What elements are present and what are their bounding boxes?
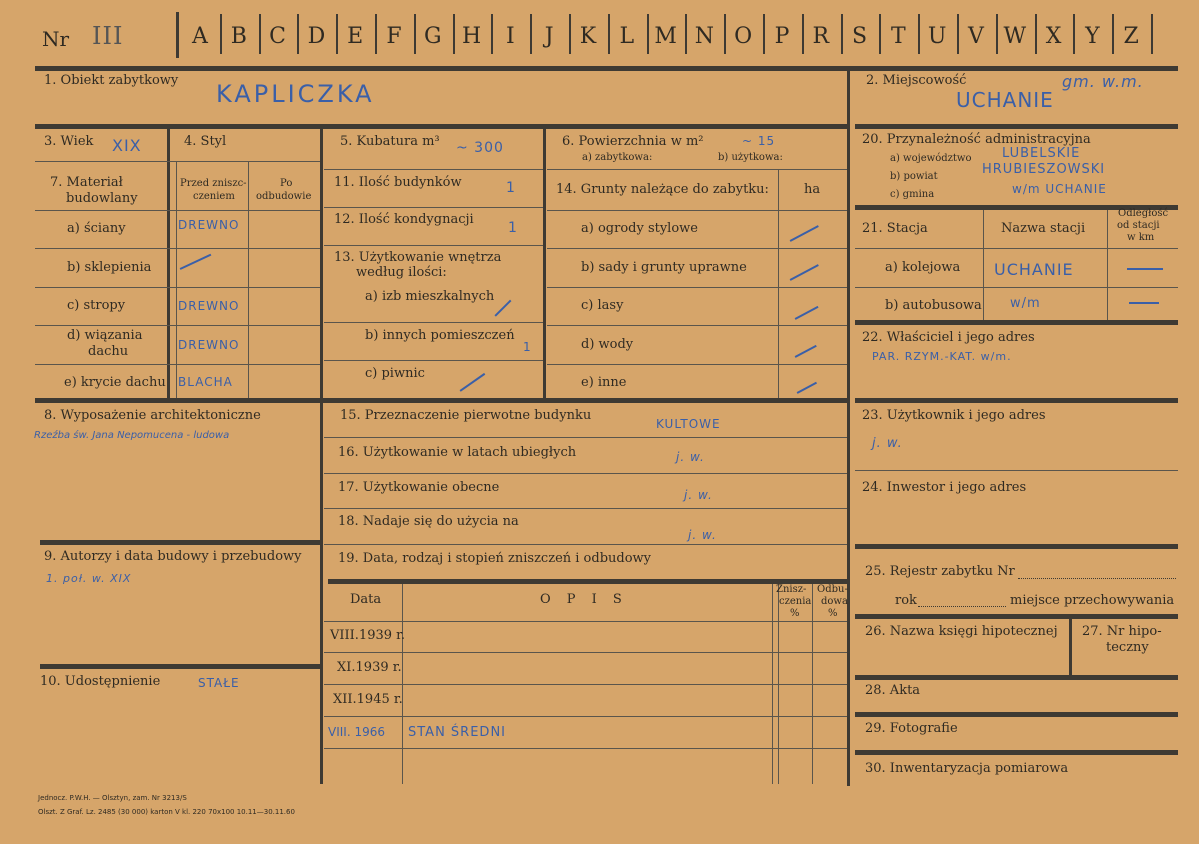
index-letter-c: C (269, 24, 287, 49)
f10-label: 10. Udostępnienie (40, 674, 161, 689)
index-letter-x: X (1045, 24, 1062, 49)
f19-col-date: Data (350, 592, 382, 607)
f15-value: KULTOWE (656, 417, 721, 431)
f7-col-after2: odbudowie (256, 191, 312, 202)
f14-row-c: c) lasy (581, 298, 624, 313)
f20-c: c) gmina (890, 189, 935, 200)
f21-col-dist2: od stacji (1117, 220, 1160, 231)
f20-b: b) powiat (890, 171, 938, 182)
f5-label: 5. Kubatura m³ (340, 134, 440, 149)
f17-value: j. w. (684, 488, 713, 502)
f19-col-zn3: % (790, 608, 800, 619)
dash-mark (1127, 268, 1163, 270)
f21-col-name: Nazwa stacji (1001, 221, 1086, 236)
f7-label1: 7. Materiał (50, 175, 123, 190)
f13-label1: 13. Użytkowanie wnętrza (334, 250, 502, 265)
f7-col-before2: czeniem (193, 191, 235, 202)
f11-label: 11. Ilość budynków (334, 175, 462, 190)
f7-row-c: c) stropy (67, 298, 126, 313)
f5-value: ~ 300 (456, 140, 504, 156)
index-letter-h: H (462, 24, 482, 49)
f7-row-d2: dachu (88, 344, 129, 359)
index-letter-u: U (927, 24, 947, 49)
f25-rok: rok (895, 593, 917, 608)
index-letter-z: Z (1123, 24, 1139, 49)
f13-a: a) izb mieszkalnych (365, 289, 495, 304)
index-letter-d: D (307, 24, 326, 49)
f19-col-zn2: czenia (779, 596, 812, 607)
f6-value: ~ 15 (742, 134, 776, 148)
f23-label: 23. Użytkownik i jego adres (862, 408, 1046, 423)
f2-label: 2. Miejscowość (866, 73, 967, 88)
f25-label: 25. Rejestr zabytku Nr (865, 564, 1015, 579)
f13-c: c) piwnic (365, 366, 425, 381)
index-letter-r: R (812, 24, 830, 49)
f25-miejsce: miejsce przechowywania (1010, 593, 1175, 608)
f14-row-e: e) inne (581, 375, 627, 390)
index-letter-l: L (619, 24, 635, 49)
f27-label1: 27. Nr hipo- (1082, 624, 1162, 639)
f7-col-before1: Przed zniszc- (180, 178, 247, 189)
dash-mark (790, 225, 819, 241)
f19-row3-date: XII.1945 r. (333, 692, 403, 707)
index-letter-m: M (654, 24, 677, 49)
index-letter-a: A (192, 24, 208, 49)
f19-row2-date: XI.1939 r. (337, 660, 402, 675)
index-letter-w: W (1003, 24, 1027, 49)
nr-value: III (92, 22, 124, 50)
f13-b-value: 1 (523, 340, 532, 354)
f20-b-value: HRUBIESZOWSKI (982, 162, 1106, 177)
f21-b-value: w/m (1010, 296, 1041, 311)
f8-label: 8. Wyposażenie architektoniczne (44, 408, 261, 423)
dash-mark (460, 373, 485, 391)
f9-value: 1. poł. w. XIX (46, 572, 132, 585)
f16-value: j. w. (676, 450, 705, 464)
f7-row-e: e) krycie dachu (64, 375, 166, 390)
f22-value: PAR. RZYM.-KAT. w/m. (872, 350, 1012, 363)
dash-mark (795, 345, 817, 358)
f6-b: b) użytkowa: (718, 152, 783, 163)
dash-mark (494, 300, 511, 317)
f30-label: 30. Inwentaryzacja pomiarowa (865, 761, 1069, 776)
f7-row-a-value: DREWNO (178, 218, 240, 232)
f14-row-a: a) ogrody stylowe (581, 221, 698, 236)
f13-b: b) innych pomieszczeń (365, 328, 515, 343)
f18-value: j. w. (688, 528, 717, 542)
f1-label: 1. Obiekt zabytkowy (44, 73, 179, 88)
f21-a-value: UCHANIE (994, 260, 1074, 279)
f29-label: 29. Fotografie (865, 721, 958, 736)
f19-row1-date: VIII.1939 r. (330, 628, 406, 643)
f1-value: KAPLICZKA (216, 80, 375, 108)
f22-label: 22. Właściciel i jego adres (862, 330, 1035, 345)
f7-label2: budowlany (66, 191, 138, 206)
index-letter-e: E (347, 24, 364, 49)
f23-value: j. w. (872, 436, 903, 451)
f20-label: 20. Przynależność administracyjna (862, 132, 1091, 147)
f8-value: Rzeźba św. Jana Nepomucena - ludowa (34, 430, 230, 441)
f3-value: XIX (112, 136, 142, 155)
index-letter-f: F (386, 24, 402, 49)
f26-label: 26. Nazwa księgi hipotecznej (865, 624, 1058, 639)
f14-row-d: d) wody (581, 337, 634, 352)
index-letter-i: I (506, 24, 515, 49)
index-letter-o: O (734, 24, 753, 49)
f6-a: a) zabytkowa: (582, 152, 653, 163)
f28-label: 28. Akta (865, 683, 921, 698)
f7-col-after1: Po (280, 178, 293, 189)
nr-label: Nr (42, 27, 70, 51)
index-letter-n: N (694, 24, 715, 49)
f19-label: 19. Data, rodzaj i stopień zniszczeń i odbudowy (338, 551, 652, 566)
f18-label: 18. Nadaje się do użycia na (338, 514, 519, 529)
f24-label: 24. Inwestor i jego adres (862, 480, 1027, 495)
f7-row-e-value: BLACHA (178, 375, 233, 389)
f12-value: 1 (508, 220, 518, 236)
f19-col-opis: O P I S (540, 592, 628, 607)
f19-col-od2: dowa (821, 596, 848, 607)
footer-line2: Olszt. Z Graf. Lz. 2485 (30 000) karton V kl. 220 70x100 10.11—30.11.60 (38, 808, 295, 816)
f7-row-c-value: DREWNO (178, 299, 240, 313)
dash-mark (180, 254, 211, 270)
f14-row-b: b) sady i grunty uprawne (581, 260, 747, 275)
f3-label: 3. Wiek (44, 134, 94, 149)
dash-mark (797, 382, 817, 394)
index-letter-t: T (891, 24, 906, 49)
f4-label: 4. Styl (184, 134, 227, 149)
f17-label: 17. Użytkowanie obecne (338, 480, 500, 495)
f19-col-zn1: Znisz- (776, 584, 807, 595)
f21-col-dist1: Odległość (1118, 208, 1169, 219)
f11-value: 1 (506, 180, 516, 196)
index-letter-g: G (424, 24, 442, 49)
f13-label2: według ilości: (356, 265, 447, 280)
f6-label: 6. Powierzchnia w m² (562, 134, 704, 149)
dash-mark (1129, 302, 1159, 304)
index-letter-k: K (579, 24, 597, 49)
dash-mark (795, 306, 819, 320)
f16-label: 16. Użytkowanie w latach ubiegłych (338, 445, 577, 460)
f19-row4-date: VIII. 1966 (328, 725, 385, 739)
f10-value: STAŁE (198, 676, 240, 690)
f21-b: b) autobusowa (885, 298, 982, 313)
f20-a: a) województwo (890, 153, 972, 164)
f20-c-value: w/m UCHANIE (1012, 182, 1107, 196)
f19-row4-opis: STAN ŚREDNI (408, 725, 507, 740)
f2-note: gm. w.m. (1062, 72, 1144, 91)
f7-row-a: a) ściany (67, 221, 126, 236)
f21-label: 21. Stacja (862, 221, 928, 236)
f12-label: 12. Ilość kondygnacji (334, 212, 474, 227)
f2-value: UCHANIE (956, 88, 1054, 112)
index-letter-y: Y (1085, 24, 1100, 49)
f20-a-value: LUBELSKIE (1002, 146, 1081, 161)
f9-label: 9. Autorzy i data budowy i przebudowy (44, 549, 302, 564)
f19-col-od1: Odbu- (817, 584, 848, 595)
f7-row-d1: d) wiązania (67, 328, 143, 343)
f21-a: a) kolejowa (885, 260, 961, 275)
dash-mark (790, 264, 819, 280)
index-letter-s: S (852, 24, 868, 49)
f21-col-dist3: w km (1127, 232, 1155, 243)
f19-col-od3: % (828, 608, 838, 619)
f27-label2: teczny (1106, 640, 1149, 655)
f15-label: 15. Przeznaczenie pierwotne budynku (340, 408, 592, 423)
f14-label: 14. Grunty należące do zabytku: (556, 182, 769, 197)
f14-unit: ha (804, 182, 821, 197)
index-letter-p: P (774, 24, 790, 49)
f7-row-b: b) sklepienia (67, 260, 152, 275)
index-letter-j: J (544, 24, 554, 49)
f7-row-d-value: DREWNO (178, 338, 240, 352)
footer-line1: Jednocz. P.W.H. — Olsztyn, zam. Nr 3213/S (38, 794, 187, 802)
index-letter-b: B (230, 24, 247, 49)
index-letter-v: V (968, 24, 984, 49)
